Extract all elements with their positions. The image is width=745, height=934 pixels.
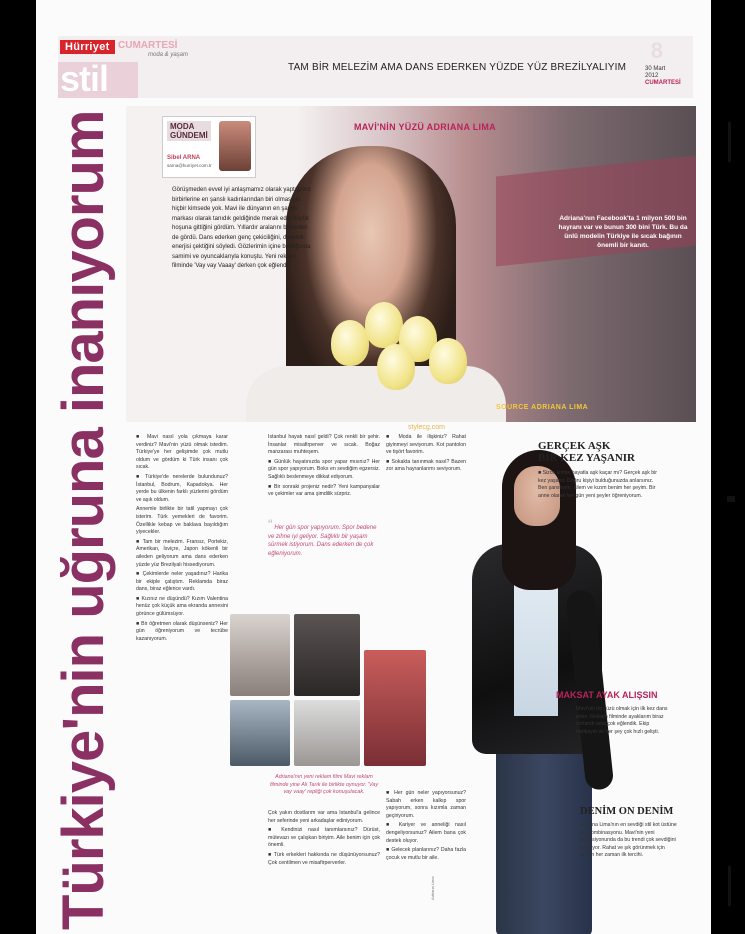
article-column-3 — [386, 434, 466, 574]
pull-quote-text: Her gün spor yapıyorum. Spor bedene ve zihne iyi geliyor. Sağlıklı bir yaşam sürmek istiyorum. Dans ederken de çok eğleniyorum. — [268, 525, 377, 557]
page-number: 8 — [650, 38, 663, 63]
right-column-text-1: ■ Sizce kimse hayatla aşk kaçar mı? Gerçek aşk bir kez yaşanır. Doğru kişiyi bulduğunuzda anlarsınız. Ben şanslıyım, ailem ve kızım benim her şeyim. Bir anne olarak her gün yeni şeyler öğreniyorum. — [538, 470, 658, 499]
paragraph: ■ Kendinizi nasıl tanımlarsınız? Dürüst, mütevazı ve çalışkan biriyim. Aile benim için çok önemli. — [268, 827, 380, 849]
paragraph: ■ Gelecek planlarınız? Daha fazla çocuk ve mutlu bir aile. — [386, 847, 466, 861]
paragraph: ■ Kariyer ve anneliği nasıl dengeliyorsunuz? Ailem bana çok destek oluyor. — [386, 822, 466, 844]
page-headline: TAM BİR MELEZİM AMA DANS EDERKEN YÜZDE YÜZ BREZİLYALIYIM — [288, 62, 627, 73]
commercial-stills — [230, 614, 426, 766]
supplement-logo: CUMARTESİ — [118, 40, 178, 51]
columnist-email: sarna@hurriyet.com.tr — [167, 163, 212, 168]
paragraph: ■ Türk erkekleri hakkında ne düşünüyorsunuz? Çok centilmen ve misafirperverler. — [268, 851, 380, 866]
page-edge-mark — [728, 866, 731, 906]
hero-intro-text: Görüşmeden evvel iyi anlaşmamız olarak yaptığımız birbirlerine en şanslı kadınlarından biri olmasıyla hiçbir kimsede yok. Mavi ile dünyanın en şanslı markası olarak tanıdık geldiğinde merak edip büyük hoşuna gittiğini gördüm. Yıllardır aralarını bilmeden de gördü. Dans ederken genç çekiciliğini, dinamik enerjisi çektiğini söyledi. Gözlerimin içine baktığında samimi ve oyuncaklarıyla konuştu. Yeni reklam filminde 'Vay vay Vaaay' derken çok eğlendi. — [172, 187, 312, 269]
hero-photo — [126, 106, 696, 422]
right-column-text-2: Mavi'nin bir yüzü olmak için ilk kez dans ettim. Reklam filminde ayaklarım biraz zorlandı ama çok eğlendik. Ekip harikaydı ve her şey çok hızlı gelişti. — [576, 706, 668, 735]
still-photo — [230, 700, 290, 766]
issue-date — [645, 66, 679, 87]
article-column-3-continued — [386, 790, 466, 930]
badge-line-2: GÜNDEMİ — [170, 131, 208, 140]
supplement-tagline: moda & yaşam — [148, 52, 189, 58]
quote-mark-icon: “ — [268, 516, 273, 532]
watermark-site: stylecg.com — [408, 424, 445, 431]
hero-title: MAVİ'NİN YÜZÜ ADRIANA LIMA — [354, 122, 496, 132]
badge-line-1: MODA — [170, 122, 195, 131]
photo-caption: Adriana'nın yeni reklam filmi Mavi reklam filminde yine Ali Tarık ile birlikte oynuyor. 'Vay vay vaay' repliği çok konuşulacak. — [269, 774, 379, 795]
still-photo — [294, 700, 360, 766]
tulip — [377, 344, 415, 390]
columnist-name: Sibel ARNA — [167, 155, 201, 161]
page-header — [58, 36, 693, 98]
paragraph: ■ Bir sonraki projeniz nedir? Yeni kampanyalar ve çekimler var ama şimdilik sürpriz. — [268, 483, 380, 498]
page-edge-mark — [727, 496, 735, 502]
paragraph: ■ Her gün neler yapıyorsunuz? Sabah erken kalkıp spor yapıyorum, sonra kızımla zaman geçiriyorum. — [386, 790, 466, 819]
tulip-bouquet — [321, 302, 491, 402]
still-photo — [230, 614, 290, 696]
date-weekday: CUMARTESİ — [645, 80, 681, 86]
paragraph: ■ Tam bir melezim. Fransız, Portekiz, Amerikan, İsviçre, Japon kökenli bir aileden geliyorum ama dans ederken yüzde yüz Brezilyalı hissediyorum. — [136, 538, 228, 568]
paragraph: ■ Bir öğretmen olarak düşünseniz? Her gün öğreniyorum ve tecrübe kazanıyorum. — [136, 620, 228, 642]
vertical-article-title: Türkiye'nin uğruna inanıyorum — [51, 110, 116, 930]
paragraph: ■ Mavi nasıl yola çıkmaya karar verdiniz? Mavi'nin yüzü olmak istedim. Türkiye'ye her gelişimde çok mutlu oldum ve gördüm ki Türk insanı çok sıcak. — [136, 434, 228, 471]
still-photo — [294, 614, 360, 696]
article-column-2 — [268, 434, 380, 516]
heading-line: BİR KEZ YAŞANIR — [538, 452, 635, 464]
newspaper-logo: Hürriyet — [60, 40, 115, 54]
date-day: 30 Mart — [645, 66, 666, 72]
page-edge-mark — [728, 122, 731, 162]
tulip — [331, 320, 369, 366]
photo-credit: Adriana Lima — [430, 876, 435, 900]
columnist-photo — [219, 121, 251, 171]
paragraph: ■ Türkiye'de nerelerde bulundunuz? İstanbul, Bodrum, Kapadokya. Her yerde bu ülkenin farklı yüzlerini gördüm ve aşık oldum. — [136, 473, 228, 503]
section-heading-denim: DENİM ON DENİM — [580, 806, 674, 817]
section-heading-dance: MAKSAT AYAK ALIŞSIN — [556, 690, 658, 700]
paragraph: Annemle birlikte bir tatil yapmayı çok isterim. Türk yemekleri de favorim. Özellikle kebap ve baklava bayıldığım yiyecekler. — [136, 506, 228, 536]
article-column-2-continued — [268, 810, 380, 930]
paragraph: İstanbul hayatı nasıl geldi? Çok renkli bir şehir. İnsanlar misafirperver ve sıcak. Boğaz manzarası muhteşem. — [268, 434, 380, 456]
article-column-1 — [136, 434, 228, 932]
still-photo — [364, 650, 426, 766]
pull-quote — [268, 516, 378, 558]
photo-source: SOURCE ADRIANA LIMA — [496, 404, 589, 411]
paragraph: ■ Günlük hayatınızda spor yapar mısınız? Her gün spor yapıyorum. Boks en sevdiğim egzersiz. Sağlıklı beslenmeye dikkat ediyorum. — [268, 458, 380, 480]
paragraph: ■ Kızınız ne düşündü? Kızım Valentina henüz çok küçük ama ekranda annesini görünce gülümsüyor. — [136, 595, 228, 618]
heading-line: GERÇEK AŞK — [538, 440, 611, 452]
magazine-page — [36, 0, 711, 934]
hero-pull-quote: Adriana'nın Facebook'ta 1 milyon 500 bin hayranı var ve bunun 300 bini Türk. Bu da ünlü modelin Türkiye ile sıcak bağının önemli bir kanıtı. — [558, 215, 688, 249]
paragraph: ■ Çekimlerde neler yaşadınız? Harika bir ekiple çalıştım. Reklamda biraz dans, biraz eğlence vardı. — [136, 571, 228, 593]
column-badge — [162, 116, 256, 178]
column-badge-title — [167, 121, 211, 141]
section-heading-true-love — [538, 440, 635, 464]
tulip — [365, 302, 403, 348]
paragraph: ■ Sokakta tanınmak nasıl? Bazen zor ama hayranlarımı seviyorum. — [386, 458, 466, 473]
tulip — [429, 338, 467, 384]
paragraph: ■ Moda ile ilişkiniz? Rahat giyinmeyi seviyorum. Kot pantolon ve tişört favorim. — [386, 434, 466, 456]
date-year: 2012 — [645, 73, 659, 79]
right-column-text-3: Adriana Lima'nın en sevdiği stil kot üstüne kot kombinasyonu. Mavi'nin yeni koleksiyonunda da bu trendi çok sevdiğini belirtiyor. Rahat ve şık görünmek için denim her zaman ilk tercihi. — [580, 822, 677, 859]
paragraph: Çok yakın dostlarım var ama İstanbul'a gelince her seferinde yeni arkadaşlar ediniyorum. — [268, 810, 380, 824]
section-name: stil — [60, 58, 109, 99]
